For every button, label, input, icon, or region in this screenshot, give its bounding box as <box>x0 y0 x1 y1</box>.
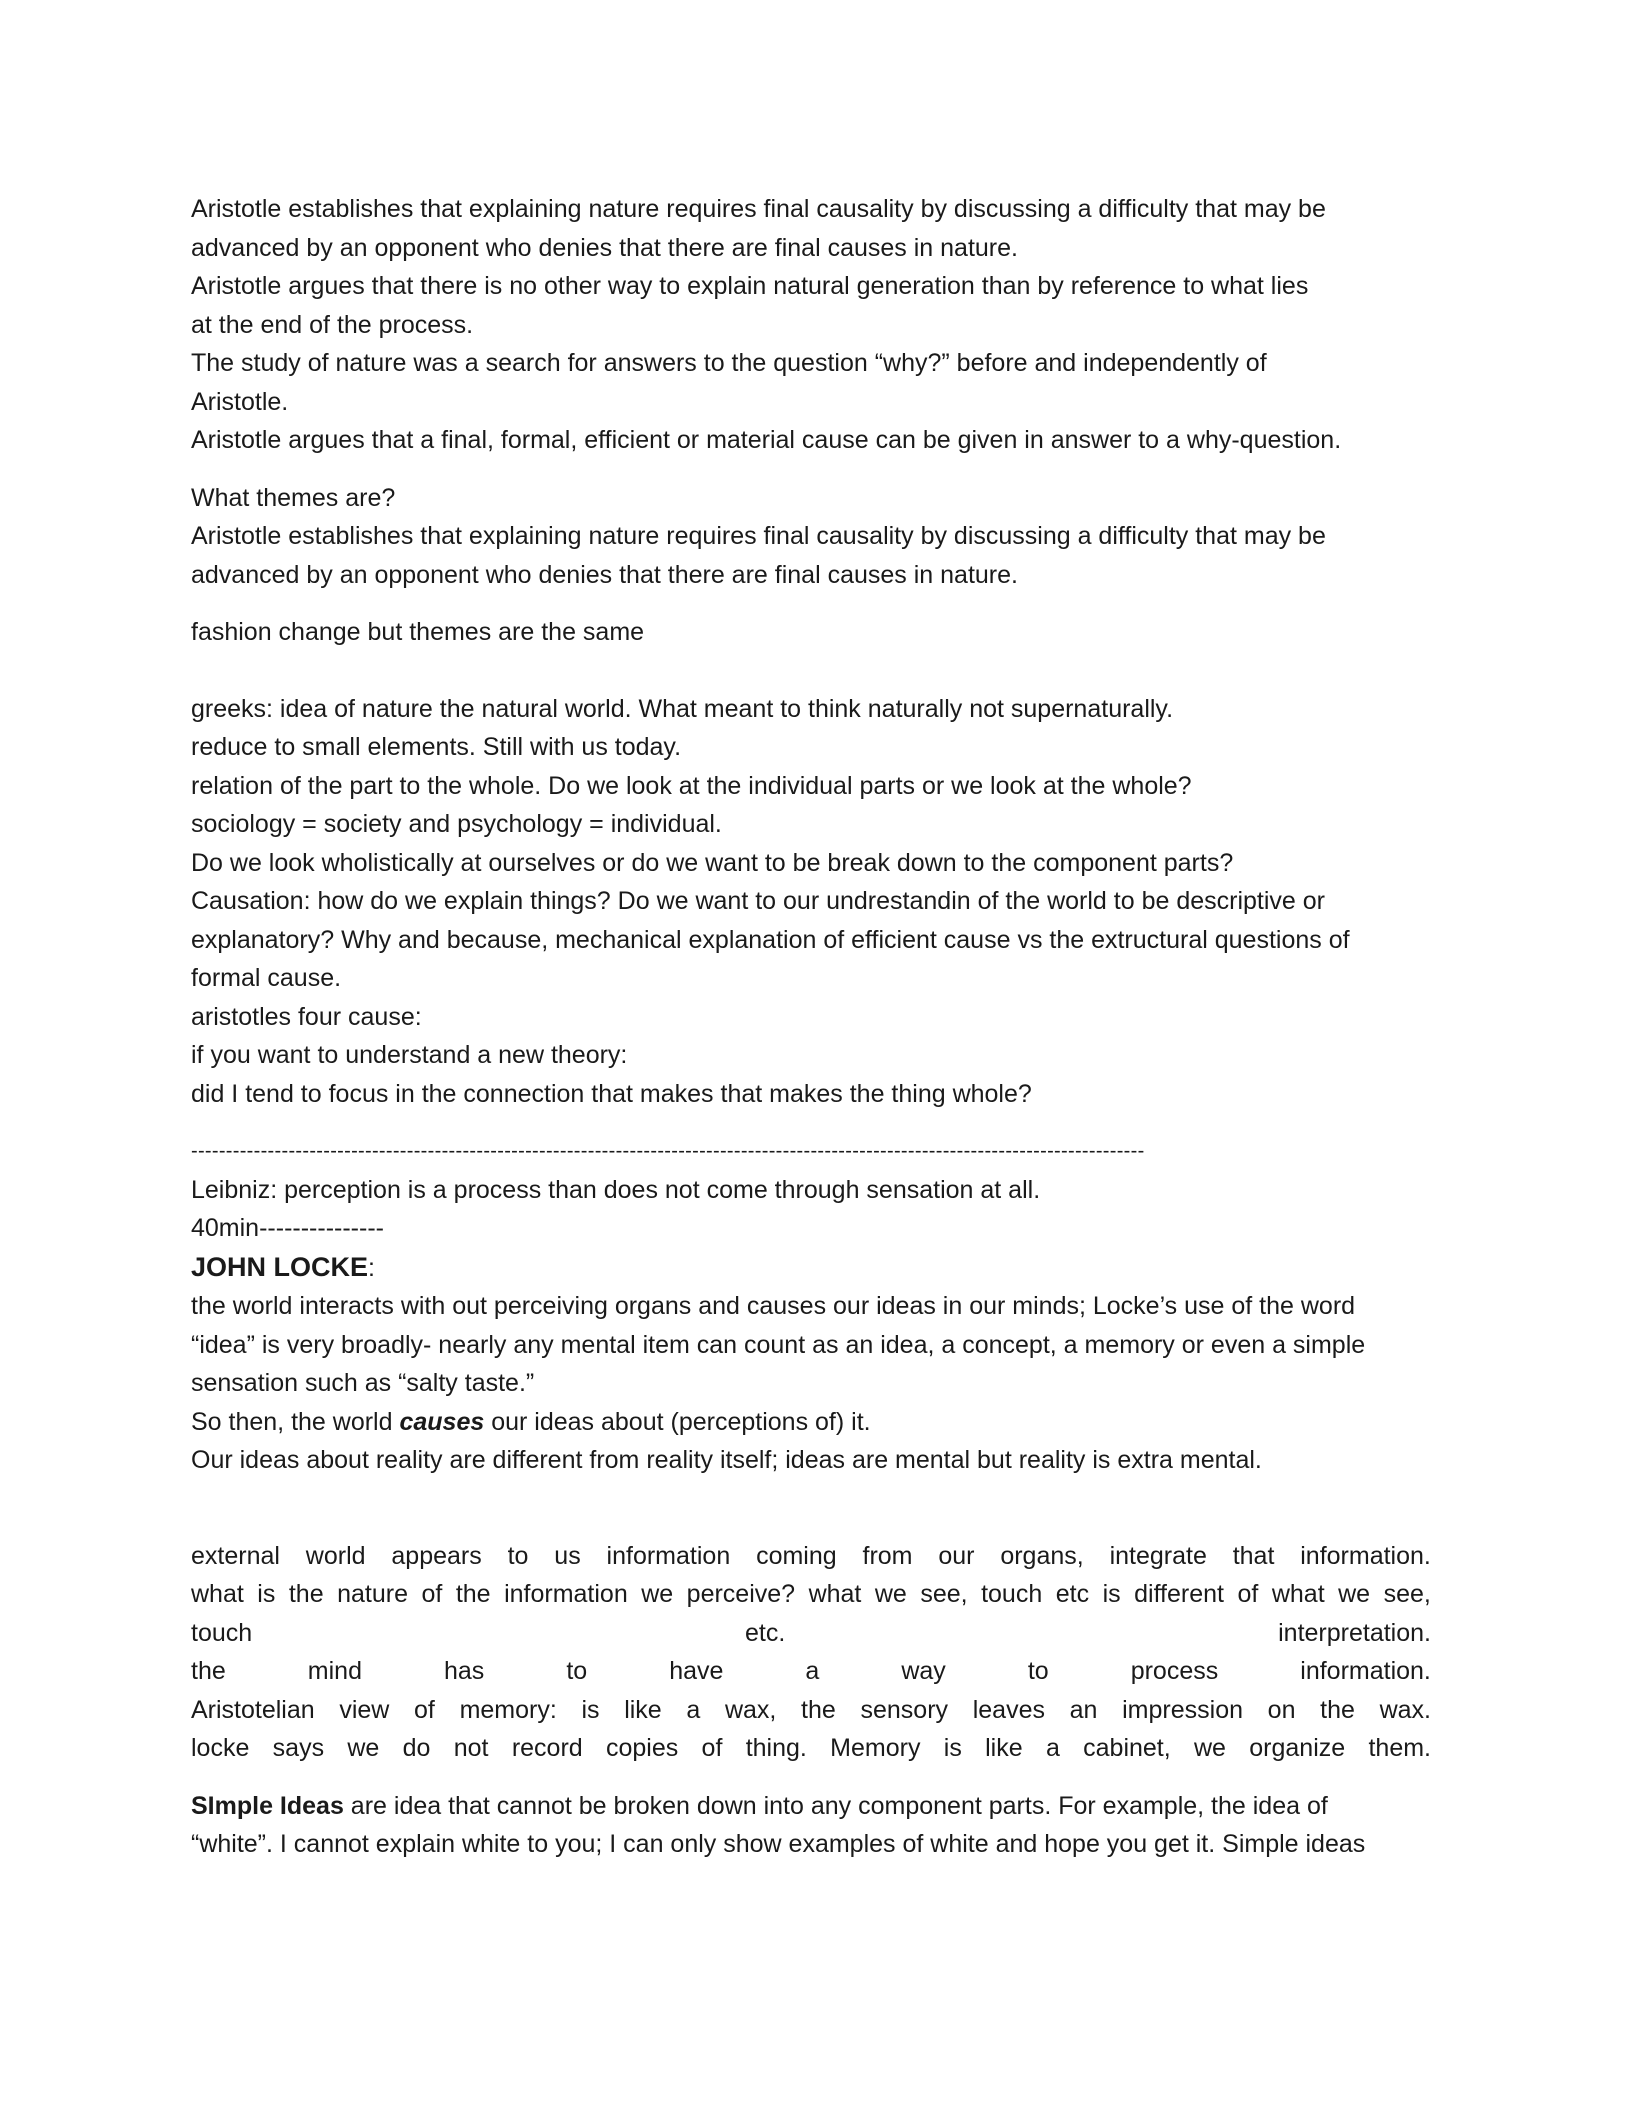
word: see, <box>920 1580 968 1608</box>
word: leaves <box>972 1695 1045 1724</box>
word: from <box>862 1541 913 1570</box>
text-line: relation of the part to the whole. Do we look at the individual parts or we look at the whole? <box>191 771 1192 800</box>
text-line: Aristotle argues that a final, formal, efficient or material cause can be given in answer to a why-question. <box>191 426 1342 454</box>
word: touch <box>981 1580 1043 1608</box>
word: them. <box>1368 1734 1431 1762</box>
word: have <box>669 1657 724 1685</box>
text-line: greeks: idea of nature the natural world. What meant to think naturally not supernaturally. <box>191 694 1174 723</box>
word: we <box>1194 1734 1226 1762</box>
text-line: reduce to small elements. Still with us today. <box>191 733 682 761</box>
word: sensory <box>860 1695 949 1724</box>
paragraph-aristotle-final-causality <box>191 190 1431 460</box>
text-line: The study of nature was a search for answers to the question “why?” before and independently of <box>191 349 1267 377</box>
word: what <box>808 1580 862 1608</box>
word: memory: <box>459 1695 557 1724</box>
word: interpretation. <box>1278 1618 1431 1647</box>
word: is <box>581 1695 600 1724</box>
text-line-timer: 40min--------------- <box>191 1214 384 1242</box>
text-line: the world interacts with out perceiving organs and causes our ideas in our minds; Locke’s use of the word <box>191 1292 1356 1320</box>
word: different <box>1134 1580 1224 1608</box>
word: us <box>554 1541 581 1570</box>
word: a <box>686 1695 701 1724</box>
text-line: Aristotle. <box>191 387 289 416</box>
word: information <box>606 1541 731 1570</box>
text-line: sensation such as “salty taste.” <box>191 1369 535 1397</box>
text-line: sociology = society and psychology = individual. <box>191 810 722 838</box>
word: on <box>1267 1695 1296 1724</box>
word: information. <box>1300 1657 1431 1685</box>
word: is <box>943 1734 962 1762</box>
word: view <box>339 1695 390 1724</box>
word: to <box>507 1541 529 1570</box>
word: perceive? <box>686 1580 796 1608</box>
justified-line <box>191 1614 1431 1653</box>
word: an <box>1069 1695 1098 1724</box>
word: organize <box>1249 1734 1346 1762</box>
justified-line <box>191 1729 1431 1768</box>
text-line: formal cause. <box>191 964 342 992</box>
word: mind <box>307 1657 362 1685</box>
text-line: advanced by an opponent who denies that there are final causes in nature. <box>191 560 1018 589</box>
word: do <box>402 1734 431 1762</box>
word: the <box>801 1695 836 1724</box>
word: Memory <box>830 1734 921 1762</box>
text-line-leibniz: Leibniz: perception is a process than does not come through sensation at all. <box>191 1175 1041 1204</box>
word: not <box>453 1734 489 1762</box>
word: that <box>1232 1541 1275 1570</box>
word: our <box>938 1541 975 1570</box>
word: cabinet, <box>1083 1734 1171 1762</box>
word: a <box>805 1657 820 1685</box>
text-line: did I tend to focus in the connection that makes that makes the thing whole? <box>191 1079 1032 1108</box>
word: of <box>1237 1580 1259 1608</box>
text-line: advanced by an opponent who denies that there are final causes in nature. <box>191 233 1018 262</box>
text-line: Aristotle argues that there is no other way to explain natural generation than by reference to what lies <box>191 272 1309 300</box>
justified-line <box>191 1575 1431 1614</box>
word: is <box>257 1580 276 1608</box>
word: like <box>624 1695 662 1724</box>
word: the <box>191 1657 226 1685</box>
text-line: Our ideas about reality are different from reality itself; ideas are mental but reality is extra mental. <box>191 1446 1262 1474</box>
word: the <box>288 1580 324 1608</box>
word: has <box>443 1657 485 1685</box>
justified-line <box>191 1652 1431 1691</box>
word: a <box>1045 1734 1060 1762</box>
text-fragment: are idea that cannot be broken down into any component parts. For example, the idea of <box>343 1791 1328 1820</box>
text-line: Causation: how do we explain things? Do we want to our undrestandin of the world to be descriptive or <box>191 887 1325 915</box>
text-line: fashion change but themes are the same <box>191 618 645 646</box>
text-line: explanatory? Why and because, mechanical explanation of efficient cause vs the extructural questions of <box>191 925 1350 954</box>
paragraph-fashion-change <box>191 613 1431 652</box>
text-line: “white”. I cannot explain white to you; I can only show examples of white and hope you get it. Simple ideas <box>191 1830 1366 1858</box>
text-line: What themes are? <box>191 483 396 512</box>
word: integrate <box>1109 1541 1207 1570</box>
document-body <box>191 190 1431 1864</box>
word: world <box>305 1541 366 1570</box>
word: the <box>1320 1695 1355 1724</box>
word: impression <box>1122 1695 1243 1724</box>
heading-colon: : <box>368 1253 375 1282</box>
word: thing. <box>745 1734 807 1762</box>
word: copies <box>605 1734 679 1762</box>
word: to <box>1027 1657 1049 1685</box>
text-line-causes <box>191 1403 1431 1442</box>
term-simple-ideas: SImple Ideas <box>191 1791 344 1820</box>
heading-john-locke: JOHN LOCKE <box>191 1251 369 1282</box>
text-line: Aristotle establishes that explaining nature requires final causality by discussing a difficulty that may be <box>191 522 1326 550</box>
text-line: Aristotle establishes that explaining nature requires final causality by discussing a difficulty that may be <box>191 195 1326 223</box>
word: of <box>701 1734 723 1762</box>
paragraph-simple-ideas <box>191 1787 1431 1864</box>
justified-line <box>191 1537 1431 1576</box>
word: nature <box>337 1580 408 1608</box>
word: way <box>901 1657 946 1685</box>
word: see, <box>1383 1580 1431 1608</box>
text-line-simple-ideas <box>191 1787 1431 1826</box>
word: says <box>272 1734 325 1762</box>
dashed-divider: ----------------------------------------------------------------------------------------------------------------------------------------- <box>191 1140 1145 1162</box>
paragraph-what-themes <box>191 479 1431 595</box>
word: we <box>874 1580 907 1608</box>
text-fragment: our ideas about (perceptions of) it. <box>484 1407 871 1436</box>
text-line: if you want to understand a new theory: <box>191 1041 628 1069</box>
word: locke <box>191 1734 250 1762</box>
word: is <box>1102 1580 1121 1608</box>
text-line: “idea” is very broadly- nearly any mental item can count as an idea, a concept, a memory or even a simple <box>191 1330 1366 1359</box>
paragraph-greeks-notes <box>191 690 1431 1114</box>
word: Aristotelian <box>191 1695 315 1724</box>
word: process <box>1130 1657 1219 1685</box>
word: we <box>641 1580 674 1608</box>
word: wax, <box>724 1695 777 1724</box>
word: like <box>985 1734 1023 1762</box>
paragraph-locke <box>191 1171 1431 1480</box>
word: we <box>1338 1580 1371 1608</box>
word: what <box>191 1580 244 1608</box>
word: information. <box>1300 1541 1431 1570</box>
emphasis-causes: causes <box>399 1407 485 1436</box>
word: touch <box>191 1618 253 1647</box>
text-line: at the end of the process. <box>191 310 474 339</box>
word: etc. <box>745 1618 786 1647</box>
word: organs, <box>1000 1541 1084 1570</box>
word: external <box>191 1541 280 1570</box>
word: wax. <box>1379 1695 1431 1724</box>
word: what <box>1271 1580 1325 1608</box>
section-heading <box>191 1248 1431 1288</box>
word: we <box>347 1734 380 1762</box>
justified-line <box>191 1691 1431 1730</box>
paragraph-external-world <box>191 1537 1431 1768</box>
word: of <box>414 1695 435 1724</box>
word: to <box>566 1657 588 1685</box>
text-fragment: So then, the world <box>191 1407 400 1436</box>
word: the <box>455 1580 491 1608</box>
text-line: Do we look wholistically at ourselves or do we want to be break down to the component parts? <box>191 848 1234 877</box>
word: etc <box>1055 1580 1090 1608</box>
word: appears <box>391 1541 482 1570</box>
word: of <box>421 1580 443 1608</box>
word: record <box>511 1734 583 1762</box>
word: information <box>504 1580 628 1608</box>
word: coming <box>756 1541 837 1570</box>
text-line: aristotles four cause: <box>191 1002 422 1031</box>
